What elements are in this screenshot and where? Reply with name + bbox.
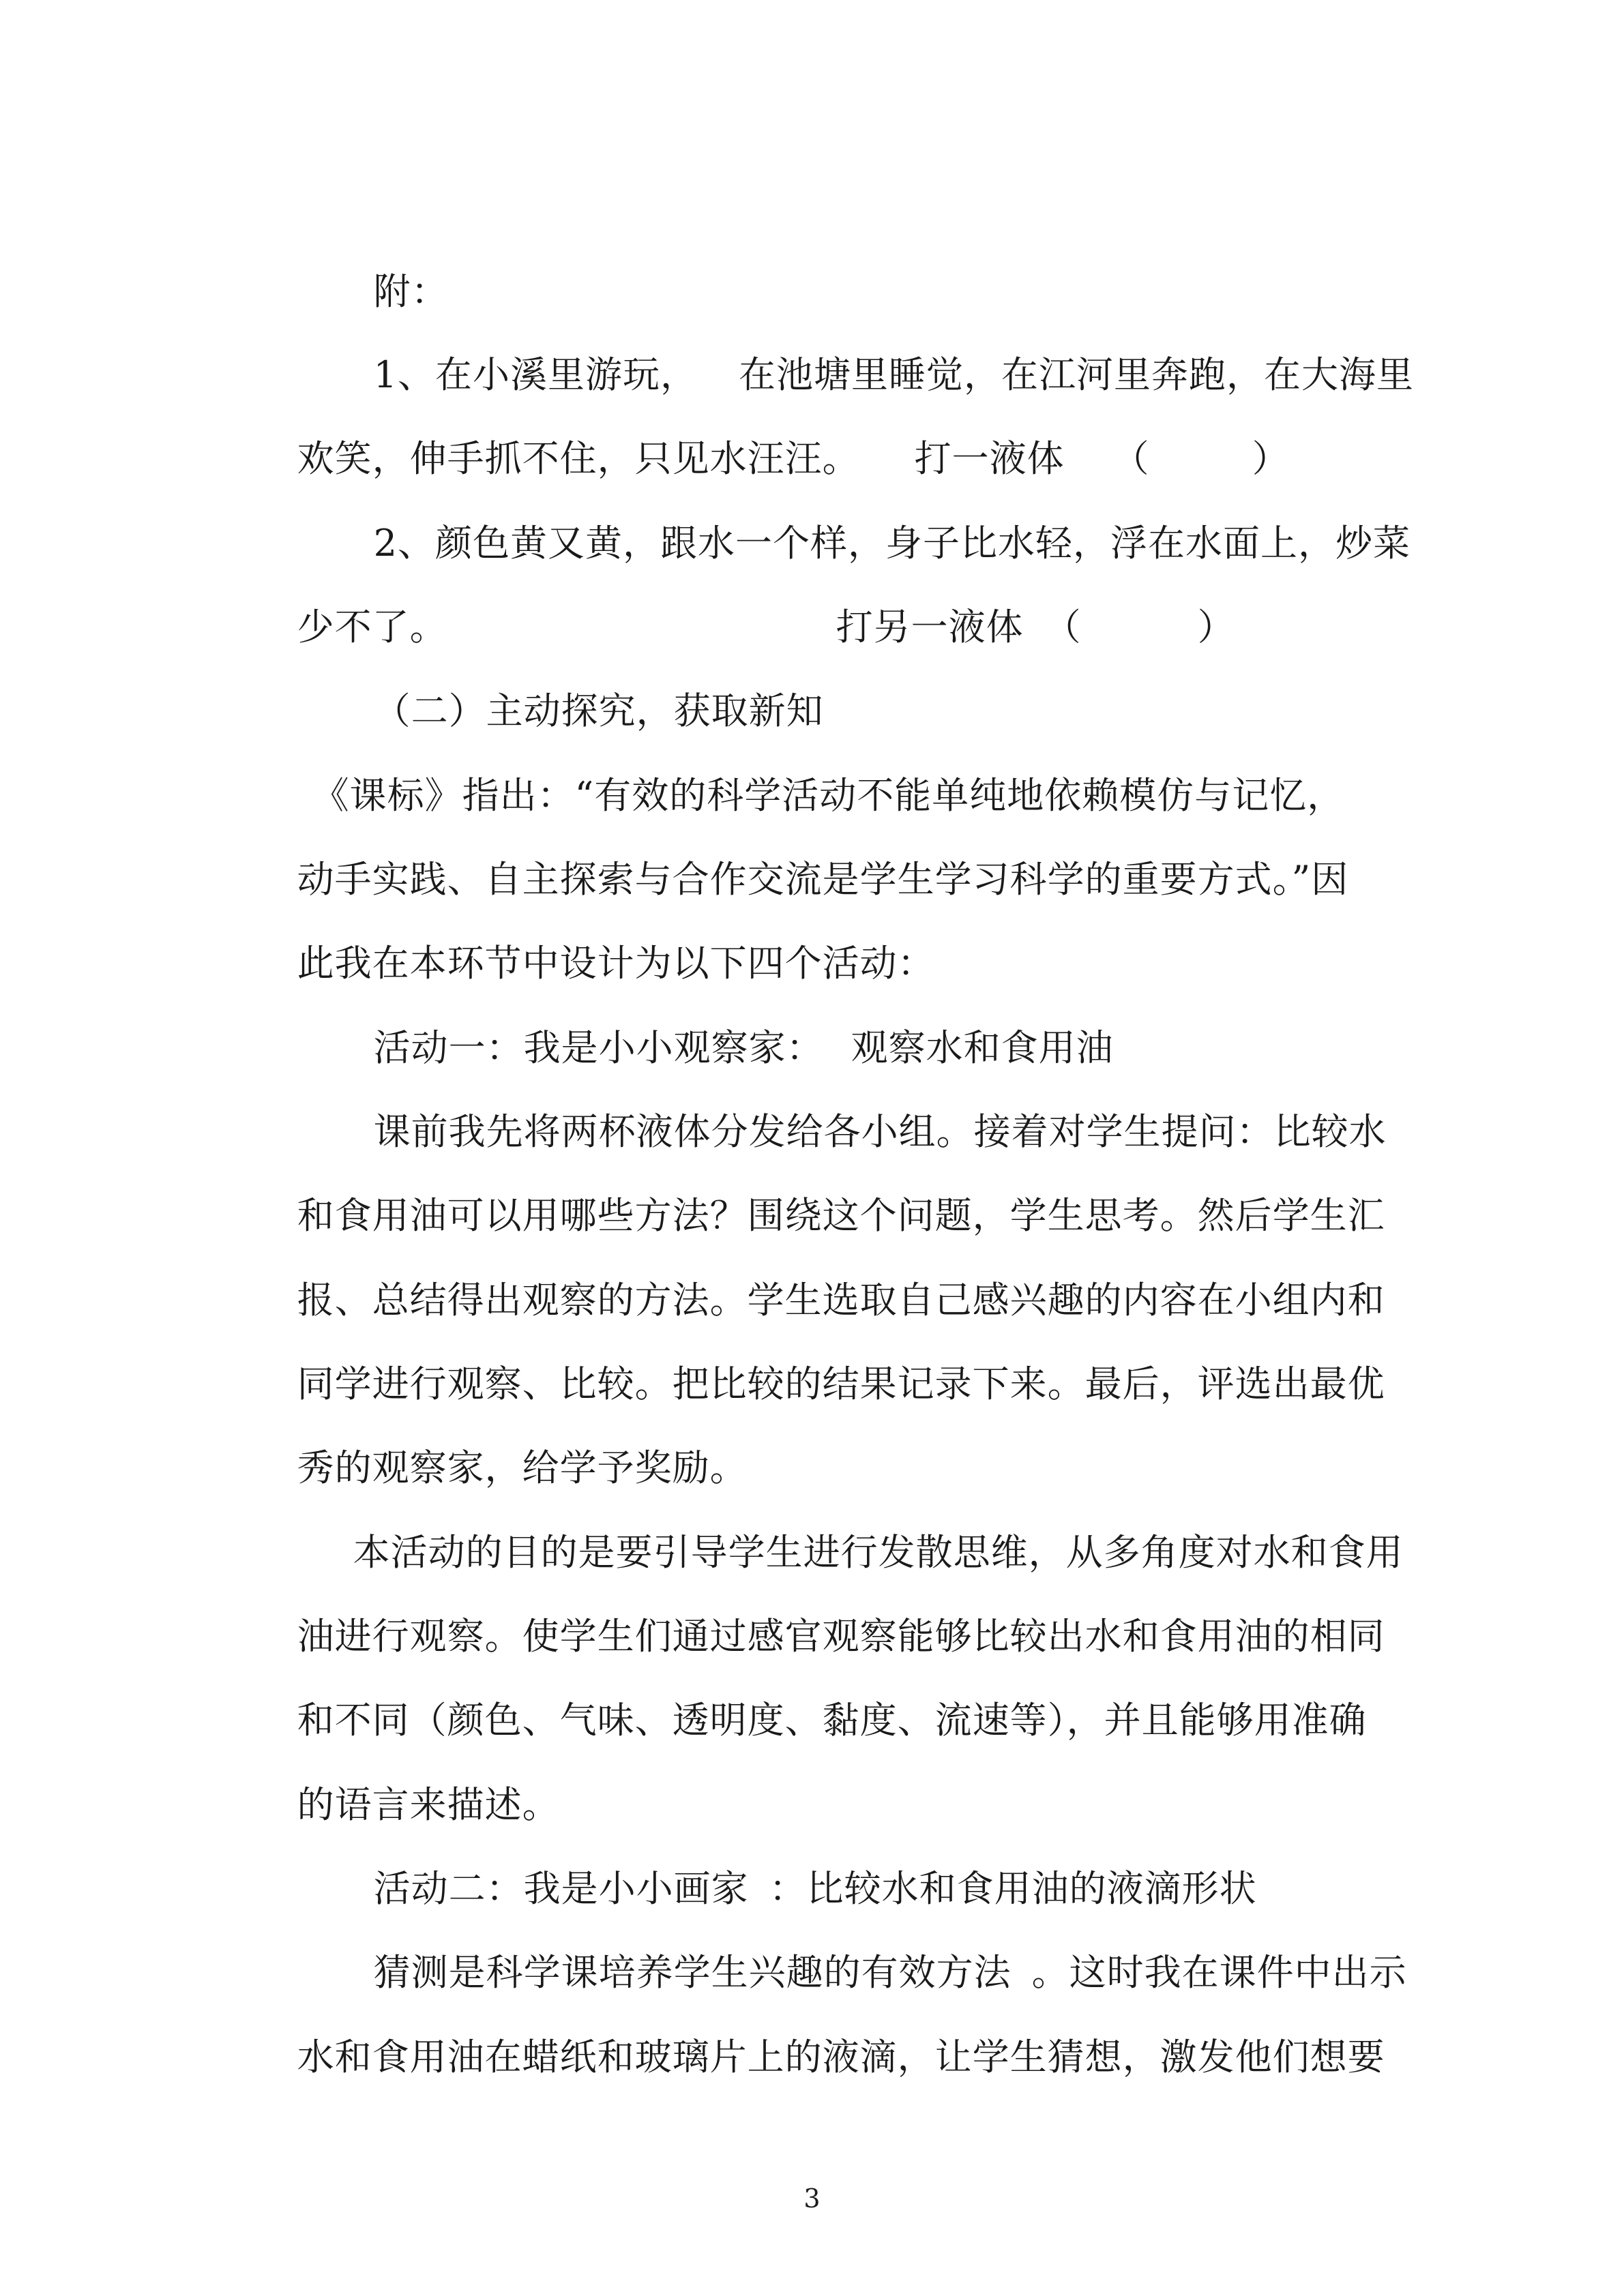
section-heading bbox=[324, 640, 1497, 732]
paragraph-line bbox=[248, 892, 1421, 985]
activity-1-heading bbox=[324, 976, 1497, 1069]
text-span: 附： bbox=[373, 270, 449, 313]
paragraph-line bbox=[248, 1565, 1421, 1658]
text-span: 1、在小溪里游玩， bbox=[373, 353, 698, 396]
riddle-2-line-1 bbox=[324, 472, 1497, 565]
text-span: 本活动的目的是要引导学生进行发散思维，从多角度对水和食用 bbox=[353, 1531, 1404, 1574]
text-span: 动手实践、自主探索与合作交流是学生学习科学的重要方式。”因 bbox=[297, 858, 1349, 901]
text-span: 。这时我在课件中出示 bbox=[1031, 1951, 1407, 1994]
paragraph-line bbox=[248, 1144, 1421, 1237]
text-span: 少不了。 bbox=[297, 606, 447, 648]
text-span: 在池塘里睡觉，在江河里奔跑，在大海里 bbox=[739, 353, 1415, 396]
text-span: ：比较水和食用油的液滴形状 bbox=[769, 1867, 1257, 1910]
riddle-1-line-2 bbox=[248, 387, 1421, 480]
text-span: 猜测是科学课培养学生兴趣的有效方法 bbox=[373, 1951, 1012, 1994]
text-span: 观察水和食用油 bbox=[851, 1026, 1114, 1069]
text-span: 《课标》指出：“有效的科学活动不能单纯地依赖模仿与记忆， bbox=[312, 774, 1345, 817]
text-span: （二）主动探究，获取新知 bbox=[373, 689, 824, 732]
paragraph-line bbox=[324, 1060, 1497, 1153]
text-span: 2、颜色黄又黄，跟水一个样，身子比水轻，浮在水面上，炒菜 bbox=[373, 522, 1411, 565]
paragraph-line bbox=[304, 1481, 1477, 1574]
paragraph-line bbox=[248, 1229, 1421, 1322]
text-span: ） bbox=[1197, 606, 1235, 648]
text-span: 同学进行观察、比较。把比较的结果记录下来。最后，评选出最优 bbox=[297, 1362, 1385, 1405]
riddle-1-line-1 bbox=[324, 303, 1497, 396]
text-span: 和食用油可以用哪些方法？围绕这个问题，学生思考。然后学生汇 bbox=[297, 1194, 1385, 1237]
activity-2-heading bbox=[324, 1817, 1497, 1910]
paragraph-line bbox=[248, 1733, 1421, 1826]
text-span: 打一液体 bbox=[914, 437, 1065, 480]
text-span: 此我在本环节中设计为以下四个活动： bbox=[297, 942, 935, 985]
text-span: 水和食用油在蜡纸和玻璃片上的液滴，让学生猜想，激发他们想要 bbox=[297, 2036, 1385, 2078]
text-span: 活动一：我是小小观察家： bbox=[373, 1026, 824, 1069]
text-span: 报、总结得出观察的方法。学生选取自己感兴趣的内容在小组内和 bbox=[297, 1279, 1385, 1322]
text-span: 活动二：我是小小画家 bbox=[373, 1867, 749, 1910]
text-span: 课前我先将两杯液体分发给各小组。接着对学生提问：比较水 bbox=[373, 1110, 1387, 1153]
text-span: （ bbox=[1112, 437, 1150, 480]
text-span: 的语言来描述。 bbox=[297, 1783, 560, 1826]
paragraph-line bbox=[324, 1901, 1497, 1994]
page-number: 3 bbox=[803, 2183, 821, 2213]
text-span: 欢笑，伸手抓不住，只见水汪汪。 bbox=[297, 437, 860, 480]
paragraph-line bbox=[248, 808, 1421, 901]
text-span: 秀的观察家，给学予奖励。 bbox=[297, 1446, 748, 1489]
text-span: 油进行观察。使学生们通过感官观察能够比较出水和食用油的相同 bbox=[297, 1615, 1385, 1658]
riddle-2-line-2 bbox=[248, 556, 1421, 648]
text-span: ） bbox=[1252, 437, 1290, 480]
text-span: （ bbox=[1044, 606, 1082, 648]
paragraph-line bbox=[248, 1649, 1421, 1742]
paragraph-line bbox=[248, 1397, 1421, 1489]
paragraph-line bbox=[248, 1986, 1421, 2078]
text-span: 打另一液体 bbox=[836, 606, 1024, 648]
paragraph-line bbox=[263, 724, 1436, 817]
text-span: 和不同（颜色、气味、透明度、黏度、流速等），并且能够用准确 bbox=[297, 1699, 1367, 1742]
paragraph-line bbox=[248, 1313, 1421, 1405]
appendix-label bbox=[324, 220, 1497, 313]
